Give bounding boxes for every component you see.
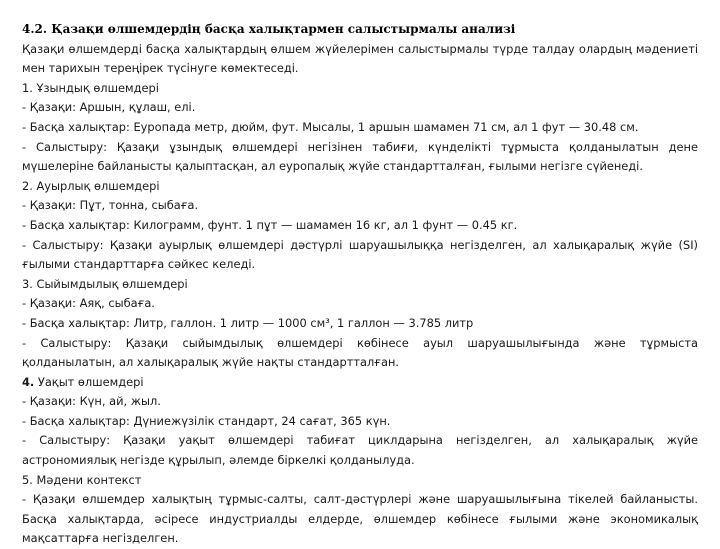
length-others-line: - Басқа халықтар: Еуропада метр, дюйм, фут. Мысалы, 1 аршын шамамен 71 см, ал 1 фут — 30.48 см. — [22, 119, 639, 134]
weight-heading: 2. Ауырлық өлшемдері — [22, 178, 160, 193]
time-heading-text: Уақыт өлшемдері — [34, 374, 144, 389]
section-title: 4.2. Қазақи өлшемдердің басқа халықтармен салыстырмалы анализі — [22, 22, 516, 36]
weight-comparison-line: - Салыстыру: Қазақи ауырлық өлшемдері дәстүрлі шаруашылыққа негізделген, ал халықаралық жүйе (SI) ғылыми стандарттарға сәйкес келеді. — [22, 237, 698, 272]
length-heading: 1. Ұзындық өлшемдері — [22, 80, 159, 95]
document-page — [22, 20, 698, 549]
intro-paragraph: Қазақи өлшемдерді басқа халықтардың өлшем жүйелерімен салыстырмалы түрде талдау олардың мәдениеті мен тарихын тереңірек түсінуге көмектеседі. — [22, 41, 698, 76]
length-kazakh-line: - Қазақи: Аршын, құлаш, елі. — [22, 100, 196, 115]
time-heading — [22, 373, 698, 393]
time-kazakh-line: - Қазақи: Күн, ай, жыл. — [22, 394, 161, 409]
volume-heading: 3. Сыйымдылық өлшемдері — [22, 276, 188, 291]
weight-others-line: - Басқа халықтар: Килограмм, фунт. 1 пұт — шамамен 16 кг, ал 1 фунт — 0.45 кг. — [22, 217, 518, 232]
volume-comparison-line: - Салыстыру: Қазақи сыйымдылық өлшемдері көбінесе ауыл шаруашылығында және тұрмыста қолданылатын, ал халықаралық жүйе нақты стандартталған. — [22, 335, 698, 370]
volume-others-line: - Басқа халықтар: Литр, галлон. 1 литр — 1000 см³, 1 галлон — 3.785 литр — [22, 315, 474, 330]
weight-kazakh-line: - Қазақи: Пұт, тонна, сыбаға. — [22, 198, 199, 213]
culture-heading: 5. Мәдени контекст — [22, 472, 142, 487]
length-comparison-line: - Салыстыру: Қазақи ұзындық өлшемдері негізінен табиғи, күнделікті тұрмыста қолданылатын дене мүшелеріне байланысты қалыптасқан, ал еуропалық жүйе стандартталған, ғылыми негізге сүйенеді. — [22, 139, 698, 174]
volume-kazakh-line: - Қазақи: Аяқ, сыбаға. — [22, 296, 155, 311]
time-others-line: - Басқа халықтар: Дүниежүзілік стандарт, 24 сағат, 365 күн. — [22, 413, 391, 428]
time-comparison-line: - Салыстыру: Қазақи уақыт өлшемдері табиғат циклдарына негізделген, ал халықаралық жүйе астрономиялық негізде құрылып, әлемде біркелкі қолданылуда. — [22, 433, 698, 468]
culture-paragraph: - Қазақи өлшемдер халықтың тұрмыс-салты, салт-дәстүрлері және шаруашылығына тікелей байланысты. Басқа халықтарда, әсіресе индустриалды елдерде, өлшемдер көбінесе ғылыми және экономикалық мақсаттарға негізделген. — [22, 492, 698, 546]
time-heading-number: 4. — [22, 374, 35, 389]
